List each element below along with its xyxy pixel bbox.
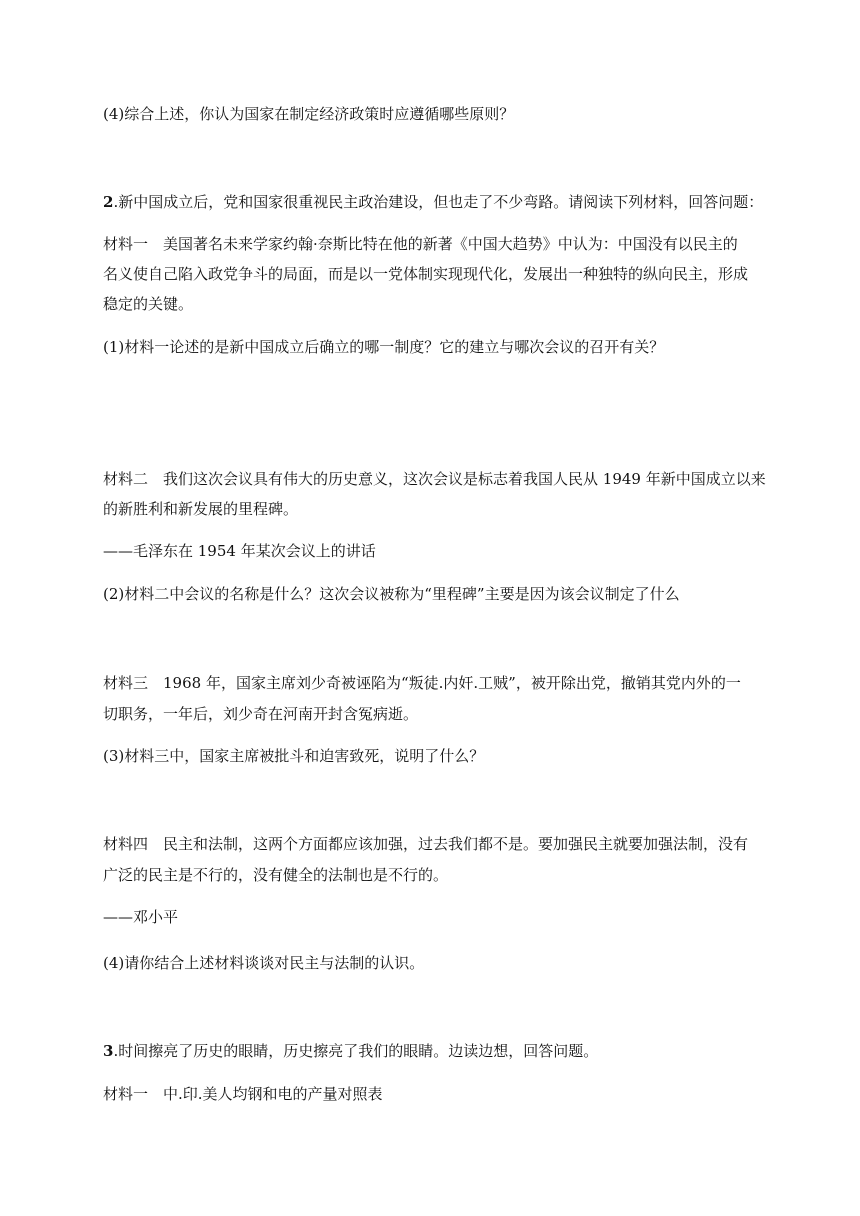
q2-material-4-line-1: 材料四 民主和法制，这两个方面都应该加强，过去我们都不是。要加强民主就要加强法制，没有: [103, 835, 749, 853]
q2-material-4-line-2: 广泛的民主是不行的，没有健全的法制也是不行的。: [103, 866, 449, 884]
q2-sub-question-3: (3)材料三中，国家主席被批斗和迫害致死，说明了什么？: [103, 747, 485, 765]
q2-sub-question-4: (4)请你结合上述材料谈谈对民主与法制的认识。: [103, 954, 425, 972]
q2-material-1-line-2: 名义使自己陷入政党争斗的局面，而是以一党体制实现现代化，发展出一种独特的纵向民主，形成: [103, 265, 749, 283]
q2-intro: [103, 192, 763, 212]
q2-intro-text: .新中国成立后，党和国家很重视民主政治建设，但也走了不少弯路。请阅读下列材料，回答问题：: [113, 193, 764, 211]
q3-number: 3: [103, 1042, 114, 1060]
q2-material-2-line-1: 材料二 我们这次会议具有伟大的历史意义，这次会议是标志着我国人民从 1949 年新中国成立以来: [103, 470, 766, 488]
q2-material-3-line-2: 切职务，一年后，刘少奇在河南开封含冤病逝。: [103, 705, 419, 723]
q2-material-2-line-2: 的新胜利和新发展的里程碑。: [103, 500, 299, 518]
q3-intro-text: .时间擦亮了历史的眼睛，历史擦亮了我们的眼睛。边读边想，回答问题。: [113, 1042, 599, 1060]
q2-number: 2: [103, 193, 114, 211]
q3-material-1: 材料一 中.印.美人均钢和电的产量对照表: [103, 1085, 383, 1103]
q3-intro: [103, 1041, 598, 1061]
q2-sub-question-1: (1)材料一论述的是新中国成立后确立的哪一制度？它的建立与哪次会议的召开有关？: [103, 338, 665, 356]
q2-material-2-source: ——毛泽东在 1954 年某次会议上的讲话: [103, 542, 376, 560]
q2-material-1-line-1: 材料一 美国著名未来学家约翰·奈斯比特在他的新著《中国大趋势》中认为：中国没有以民主的: [103, 235, 738, 253]
q2-material-1-line-3: 稳定的关键。: [103, 295, 194, 313]
q1-sub-question-4: (4)综合上述，你认为国家在制定经济政策时应遵循哪些原则？: [103, 105, 515, 123]
q2-material-4-source: ——邓小平: [103, 908, 179, 926]
q2-material-3-line-1: 材料三 1968 年，国家主席刘少奇被诬陷为“叛徒.内奸.工贼”，被开除出党，撤销其党内外的一: [103, 674, 741, 692]
q2-sub-question-2: (2)材料二中会议的名称是什么？这次会议被称为“里程碑”主要是因为该会议制定了什么: [103, 585, 680, 603]
